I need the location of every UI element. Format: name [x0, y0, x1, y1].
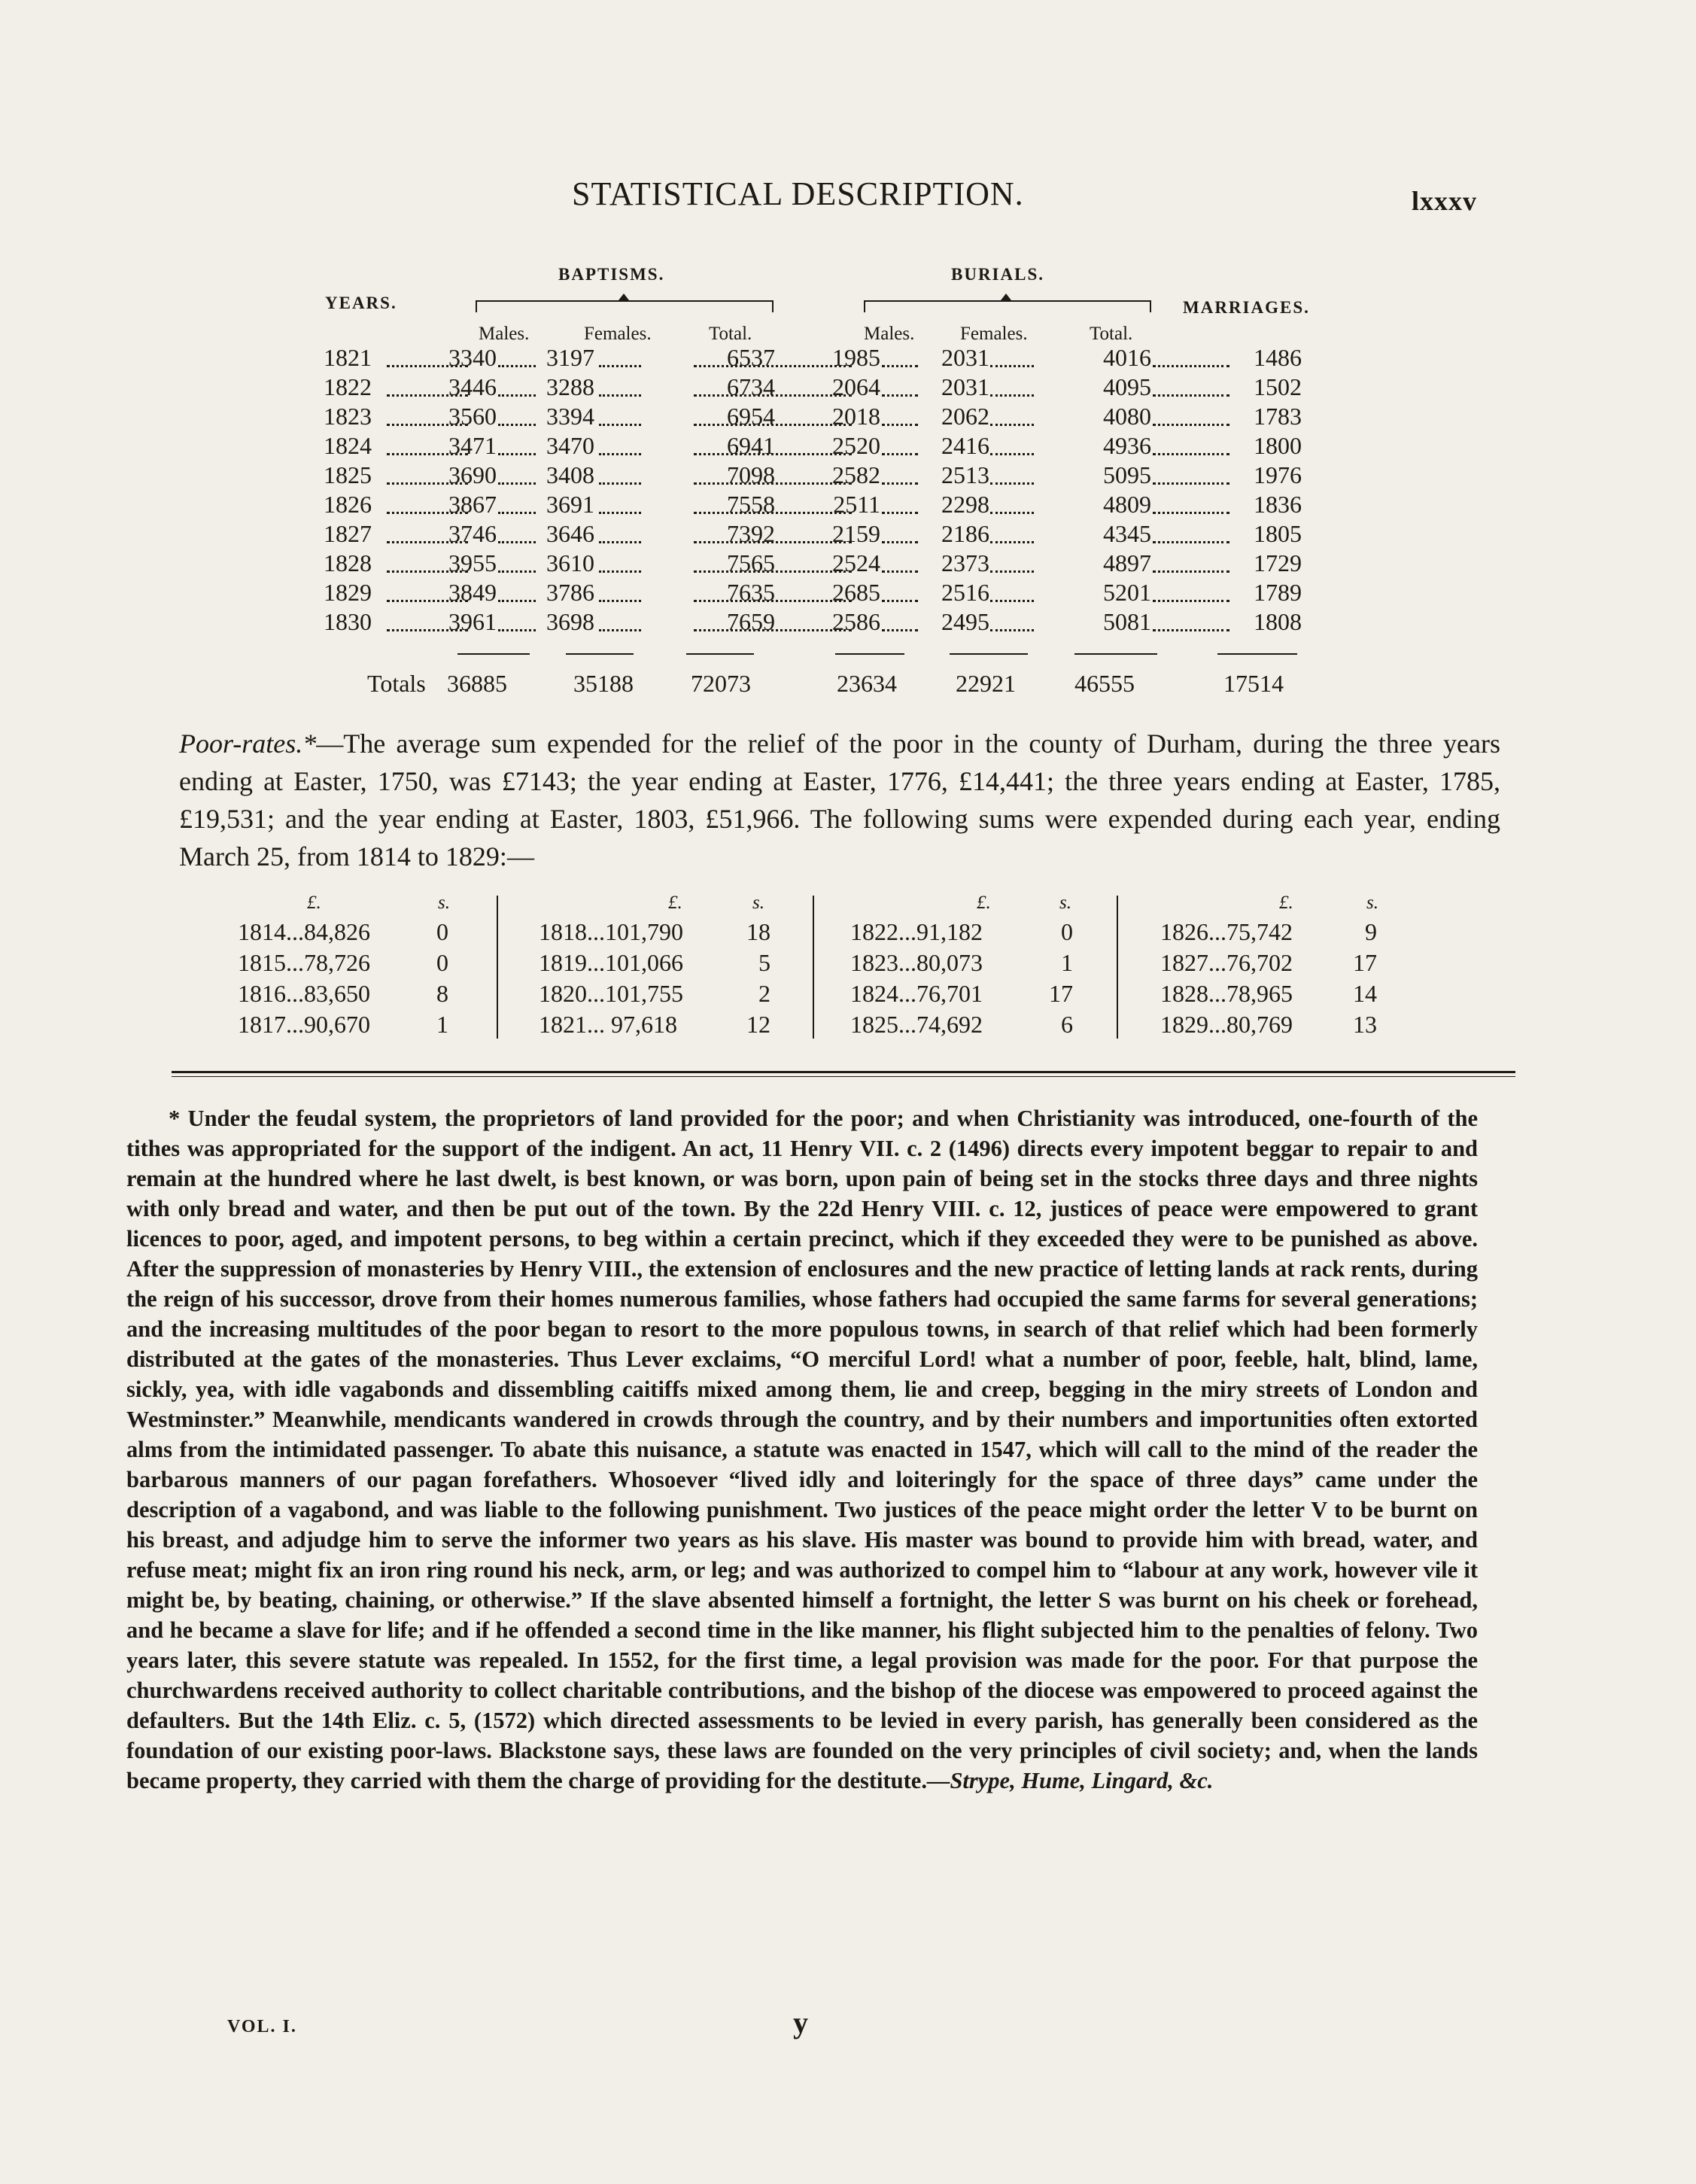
- value-cell: 1836: [1254, 491, 1302, 518]
- dot-leader: [599, 570, 641, 573]
- burials-brace: [864, 300, 1151, 312]
- column-divider: [813, 896, 814, 1039]
- rate-entry: 1829...80,769: [1160, 1011, 1293, 1038]
- value-cell: 2524: [832, 549, 880, 576]
- value-cell: 3961: [448, 608, 497, 635]
- year-cell: 1824: [324, 432, 372, 459]
- dot-leader: [694, 453, 852, 455]
- value-cell: 1502: [1254, 373, 1302, 400]
- dot-leader: [1153, 570, 1229, 573]
- year-cell: 1823: [324, 403, 372, 430]
- dot-leader: [694, 512, 852, 514]
- total-value: 17514: [1223, 670, 1284, 697]
- total-rule: [1074, 653, 1157, 655]
- value-cell: 1976: [1254, 461, 1302, 488]
- value-cell: 3955: [448, 549, 497, 576]
- total-rule: [835, 653, 904, 655]
- rate-entry: 1821... 97,618: [539, 1011, 677, 1038]
- poor-rates-text: —The average sum expended for the relief of the poor in the county of Durham, during the three years ending at Easter, 1750, was £7143; the year ending at Easter, 1776, £14,441; the three years ending at Easter, 1785, £19,531; and the year ending at Easter, 1803, £51,966. The following sums were expended during each year, ending March 25, from 1814 to 1829:—: [179, 729, 1500, 871]
- rate-entry: 1816...83,650: [238, 980, 370, 1007]
- dot-leader: [387, 512, 468, 514]
- value-cell: 3691: [546, 491, 594, 518]
- year-cell: 1828: [324, 549, 372, 576]
- value-cell: 3867: [448, 491, 497, 518]
- dot-leader: [1153, 424, 1229, 426]
- dot-leader: [599, 394, 641, 397]
- rate-entry: 1814...84,826: [238, 918, 370, 945]
- value-cell: 2031: [941, 344, 989, 371]
- total-rule: [950, 653, 1028, 655]
- rate-shillings: 8: [436, 980, 448, 1007]
- year-cell: 1830: [324, 608, 372, 635]
- dot-leader: [990, 424, 1034, 426]
- value-cell: 4936: [1103, 432, 1151, 459]
- year-cell: 1821: [324, 344, 372, 371]
- dot-leader: [498, 424, 536, 426]
- value-cell: 1805: [1254, 520, 1302, 547]
- column-label: Total.: [1090, 324, 1133, 344]
- dot-leader: [990, 600, 1034, 602]
- rate-shillings: 18: [746, 918, 770, 945]
- value-cell: 2373: [941, 549, 989, 576]
- dot-leader: [990, 629, 1034, 631]
- value-cell: 7659: [727, 608, 775, 635]
- value-cell: 3340: [448, 344, 497, 371]
- shilling-label: s.: [438, 893, 450, 913]
- dot-leader: [599, 629, 641, 631]
- rate-entry: 1825...74,692: [850, 1011, 983, 1038]
- value-cell: 4897: [1103, 549, 1151, 576]
- dot-leader: [1153, 453, 1229, 455]
- value-cell: 2511: [833, 491, 880, 518]
- dot-leader: [990, 570, 1034, 573]
- value-cell: 6954: [727, 403, 775, 430]
- dot-leader: [387, 570, 468, 573]
- value-cell: 3471: [448, 432, 497, 459]
- rate-entry: 1822...91,182: [850, 918, 983, 945]
- total-value: 22921: [956, 670, 1016, 697]
- rate-shillings: 12: [746, 1011, 770, 1038]
- dot-leader: [882, 512, 918, 514]
- total-rule: [566, 653, 634, 655]
- rate-entry: 1826...75,742: [1160, 918, 1293, 945]
- value-cell: 3690: [448, 461, 497, 488]
- rate-entry: 1817...90,670: [238, 1011, 370, 1038]
- column-label: Total.: [709, 324, 752, 344]
- value-cell: 5081: [1103, 608, 1151, 635]
- footnote: [126, 1103, 1478, 1796]
- dot-leader: [694, 482, 852, 485]
- footnote-separator-thin: [172, 1076, 1515, 1077]
- value-cell: 3560: [448, 403, 497, 430]
- dot-leader: [387, 541, 468, 543]
- value-cell: 2031: [941, 373, 989, 400]
- total-rule: [457, 653, 530, 655]
- dot-leader: [387, 394, 468, 397]
- total-value: 46555: [1074, 670, 1135, 697]
- rate-entry: 1828...78,965: [1160, 980, 1293, 1007]
- dot-leader: [882, 424, 918, 426]
- total-value: 23634: [837, 670, 897, 697]
- value-cell: 3288: [546, 373, 594, 400]
- total-value: 72073: [691, 670, 751, 697]
- year-cell: 1827: [324, 520, 372, 547]
- dot-leader: [1153, 365, 1229, 367]
- value-cell: 3446: [448, 373, 497, 400]
- dot-leader: [387, 424, 468, 426]
- value-cell: 2685: [832, 579, 880, 606]
- value-cell: 2520: [832, 432, 880, 459]
- value-cell: 2064: [832, 373, 880, 400]
- baptisms-brace: [476, 300, 774, 312]
- dot-leader: [882, 541, 918, 543]
- rate-entry: 1823...80,073: [850, 949, 983, 976]
- dot-leader: [387, 629, 468, 631]
- value-cell: 3197: [546, 344, 594, 371]
- years-heading: YEARS.: [325, 294, 397, 312]
- column-label: Females.: [584, 324, 652, 344]
- dot-leader: [387, 453, 468, 455]
- dot-leader: [599, 482, 641, 485]
- year-cell: 1822: [324, 373, 372, 400]
- dot-leader: [990, 512, 1034, 514]
- rate-shillings: 9: [1365, 918, 1377, 945]
- pound-label: £.: [1279, 893, 1293, 913]
- rate-entry: 1820...101,755: [539, 980, 683, 1007]
- rate-shillings: 17: [1049, 980, 1073, 1007]
- dot-leader: [882, 600, 918, 602]
- dot-leader: [599, 541, 641, 543]
- dot-leader: [1153, 482, 1229, 485]
- dot-leader: [882, 482, 918, 485]
- rate-shillings: 6: [1061, 1011, 1073, 1038]
- value-cell: 2513: [941, 461, 989, 488]
- value-cell: 3786: [546, 579, 594, 606]
- dot-leader: [599, 512, 641, 514]
- rate-entry: 1818...101,790: [539, 918, 683, 945]
- value-cell: 6734: [727, 373, 775, 400]
- dot-leader: [599, 424, 641, 426]
- dot-leader: [498, 453, 536, 455]
- signature-mark: y: [793, 2006, 808, 2040]
- dot-leader: [498, 365, 536, 367]
- shilling-label: s.: [1059, 893, 1071, 913]
- value-cell: 4809: [1103, 491, 1151, 518]
- value-cell: 1789: [1254, 579, 1302, 606]
- value-cell: 2516: [941, 579, 989, 606]
- value-cell: 2298: [941, 491, 989, 518]
- value-cell: 7558: [727, 491, 775, 518]
- value-cell: 5201: [1103, 579, 1151, 606]
- value-cell: 4345: [1103, 520, 1151, 547]
- dot-leader: [882, 570, 918, 573]
- poor-rates-paragraph: [179, 725, 1500, 875]
- dot-leader: [498, 541, 536, 543]
- value-cell: 3698: [546, 608, 594, 635]
- value-cell: 1985: [832, 344, 880, 371]
- dot-leader: [990, 365, 1034, 367]
- dot-leader: [387, 482, 468, 485]
- value-cell: 6941: [727, 432, 775, 459]
- dot-leader: [1153, 541, 1229, 543]
- footnote-separator: [172, 1071, 1515, 1073]
- value-cell: 7565: [727, 549, 775, 576]
- rate-shillings: 0: [436, 949, 448, 976]
- total-rule: [1217, 653, 1297, 655]
- pound-label: £.: [977, 893, 991, 913]
- dot-leader: [1153, 394, 1229, 397]
- value-cell: 3849: [448, 579, 497, 606]
- rate-entry: 1827...76,702: [1160, 949, 1293, 976]
- dot-leader: [882, 629, 918, 631]
- value-cell: 4080: [1103, 403, 1151, 430]
- total-rule: [686, 653, 754, 655]
- value-cell: 1800: [1254, 432, 1302, 459]
- dot-leader: [498, 600, 536, 602]
- total-value: 35188: [573, 670, 634, 697]
- dot-leader: [498, 570, 536, 573]
- dot-leader: [694, 629, 852, 631]
- pound-label: £.: [307, 893, 321, 913]
- dot-leader: [498, 512, 536, 514]
- total-value: 36885: [447, 670, 507, 697]
- value-cell: 1486: [1254, 344, 1302, 371]
- year-cell: 1829: [324, 579, 372, 606]
- column-label: Males.: [864, 324, 915, 344]
- rate-entry: 1824...76,701: [850, 980, 983, 1007]
- dot-leader: [694, 424, 852, 426]
- value-cell: 2416: [941, 432, 989, 459]
- value-cell: 1808: [1254, 608, 1302, 635]
- baptisms-brace-tip: [619, 294, 629, 300]
- dot-leader: [882, 453, 918, 455]
- value-cell: 7098: [727, 461, 775, 488]
- page-title: STATISTICAL DESCRIPTION.: [572, 175, 1024, 212]
- value-cell: 2018: [832, 403, 880, 430]
- shilling-label: s.: [752, 893, 764, 913]
- dot-leader: [990, 541, 1034, 543]
- dot-leader: [498, 394, 536, 397]
- rate-shillings: 14: [1353, 980, 1377, 1007]
- column-label: Males.: [479, 324, 530, 344]
- value-cell: 2495: [941, 608, 989, 635]
- value-cell: 5095: [1103, 461, 1151, 488]
- dot-leader: [990, 394, 1034, 397]
- value-cell: 6537: [727, 344, 775, 371]
- rate-entry: 1815...78,726: [238, 949, 370, 976]
- value-cell: 3746: [448, 520, 497, 547]
- value-cell: 4016: [1103, 344, 1151, 371]
- value-cell: 1783: [1254, 403, 1302, 430]
- totals-label: Totals: [367, 670, 426, 697]
- value-cell: 2582: [832, 461, 880, 488]
- dot-leader: [694, 394, 852, 397]
- dot-leader: [1153, 629, 1229, 631]
- dot-leader: [498, 482, 536, 485]
- burials-brace-tip: [1001, 294, 1011, 300]
- rate-shillings: 17: [1353, 949, 1377, 976]
- dot-leader: [1153, 512, 1229, 514]
- footnote-source: —Strype, Hume, Lingard, &c.: [926, 1768, 1214, 1793]
- dot-leader: [1153, 600, 1229, 602]
- poor-rates-label: Poor-rates.*: [179, 729, 317, 759]
- value-cell: 3408: [546, 461, 594, 488]
- value-cell: 2186: [941, 520, 989, 547]
- dot-leader: [882, 394, 918, 397]
- dot-leader: [599, 600, 641, 602]
- shilling-label: s.: [1366, 893, 1378, 913]
- dot-leader: [990, 453, 1034, 455]
- baptisms-heading: BAPTISMS.: [558, 265, 665, 284]
- dot-leader: [882, 365, 918, 367]
- rate-shillings: 0: [1061, 918, 1073, 945]
- value-cell: 2062: [941, 403, 989, 430]
- value-cell: 3470: [546, 432, 594, 459]
- dot-leader: [387, 600, 468, 602]
- year-cell: 1825: [324, 461, 372, 488]
- dot-leader: [694, 570, 852, 573]
- burials-heading: BURIALS.: [951, 265, 1045, 284]
- value-cell: 3394: [546, 403, 594, 430]
- dot-leader: [387, 365, 468, 367]
- rate-shillings: 5: [758, 949, 770, 976]
- value-cell: 7635: [727, 579, 775, 606]
- rate-shillings: 0: [436, 918, 448, 945]
- marriages-heading: MARRIAGES.: [1183, 298, 1310, 317]
- column-divider: [1117, 896, 1118, 1039]
- value-cell: 3646: [546, 520, 594, 547]
- value-cell: 4095: [1103, 373, 1151, 400]
- dot-leader: [694, 541, 852, 543]
- value-cell: 3610: [546, 549, 594, 576]
- rate-shillings: 1: [1061, 949, 1073, 976]
- value-cell: 1729: [1254, 549, 1302, 576]
- dot-leader: [599, 453, 641, 455]
- rate-shillings: 13: [1353, 1011, 1377, 1038]
- page-number: lxxxv: [1412, 186, 1478, 216]
- year-cell: 1826: [324, 491, 372, 518]
- rate-entry: 1819...101,066: [539, 949, 683, 976]
- column-label: Females.: [960, 324, 1028, 344]
- dot-leader: [694, 600, 852, 602]
- volume-label: VOL. I.: [227, 2017, 297, 2036]
- dot-leader: [498, 629, 536, 631]
- pound-label: £.: [668, 893, 682, 913]
- dot-leader: [990, 482, 1034, 485]
- rate-shillings: 2: [758, 980, 770, 1007]
- footnote-text: * Under the feudal system, the proprietors of land provided for the poor; and when Christianity was introduced, one-fourth of the tithes was appropriated for the support of the indigent. An act, 11 Henry VII. c. 2 (1496) directs every impotent beggar to repair to and remain at the hundred where he last dwelt, is best known, or was born, upon pain of being set in the stocks three days and three nights with only bread and water, and then be put out of the town. By the 22d Henry VIII. c. 12, justices of peace were empowered to grant licences to poor, aged, and impotent persons, to beg within a certain precinct, which if they exceeded they were to be punished as above. After the suppression of monasteries by Henry VIII., the extension of enclosures and the new practice of letting lands at rack rents, during the reign of his successor, drove from their homes numerous families, whose fathers had occupied the same farms for several generations; and the increasing multitudes of the poor began to resort to the more populous towns, in search of that relief which had been formerly distributed at the gates of the monasteries. Thus Lever exclaims, “O merciful Lord! what a number of poor, feeble, halt, blind, lame, sickly, yea, with idle vagabonds and dissembling caitiffs mixed among them, lie and creep, begging in the miry streets of London and Westminster.” Meanwhile, mendicants wandered in crowds through the country, and by their numbers and importunities often extorted alms from the intimidated passenger. To abate this nuisance, a statute was enacted in 1547, which will call to the mind of the reader the barbarous manners of our pagan forefathers. Whosoever “lived idly and loiteringly for the space of three days” came under the description of a vagabond, and was liable to the following punishment. Two justices of the peace might order the letter V to be burnt on his breast, and adjudge him to serve the informer two years as his slave. His master was bound to provide him with bread, water, and refuse meat; might fix an iron ring round his neck, arm, or leg; and was authorized to compel him to “labour at any work, however vile it might be, by beating, chaining, or otherwise.” If the slave absented himself a fortnight, the letter S was burnt on his cheek or forehead, and he became a slave for life; and if he offended a second time in the like manner, his flight subjected him to the penalties of felony. Two years later, this severe statute was repealed. In 1552, for the first time, a legal provision was made for the poor. For that purpose the churchwardens received authority to collect charitable contributions, and the bishop of the diocese was empowered to proceed against the defaulters. But the 14th Eliz. c. 5, (1572) which directed assessments to be levied in every parish, has generally been considered as the foundation of our existing poor-laws. Blackstone says, these laws are founded on the very principles of civil society; and, when the lands became property, they carried with them the charge of providing for the destitute.: [126, 1106, 1478, 1793]
- column-divider: [497, 896, 498, 1039]
- value-cell: 7392: [727, 520, 775, 547]
- value-cell: 2586: [832, 608, 880, 635]
- rate-shillings: 1: [436, 1011, 448, 1038]
- dot-leader: [694, 365, 852, 367]
- dot-leader: [599, 365, 641, 367]
- value-cell: 2159: [832, 520, 880, 547]
